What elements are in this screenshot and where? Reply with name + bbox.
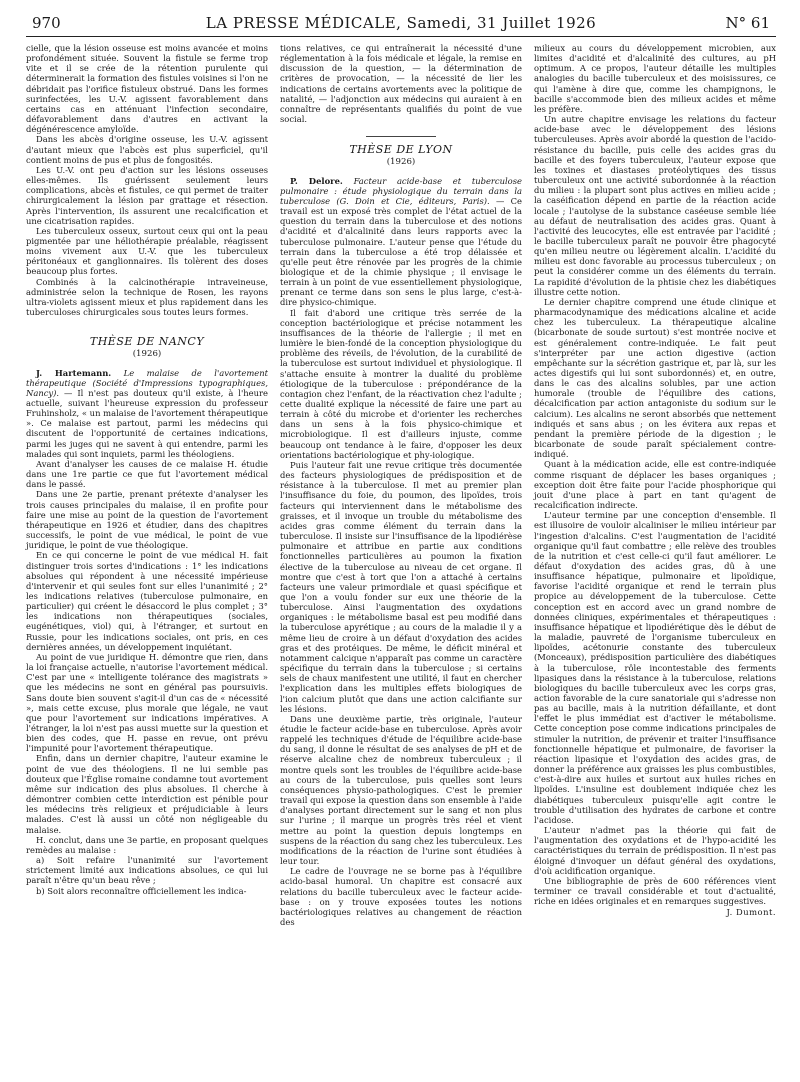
paragraph: H. conclut, dans une 3e partie, en proposant quelques remèdes au malaise :: [26, 834, 268, 855]
column-2: [280, 43, 522, 927]
paragraph: Avant d'analyser les causes de ce malaise H. étudie dans une 1re partie ce que fut l'avortement médical dans le passé.: [26, 458, 268, 490]
page-header: [26, 14, 776, 37]
review-text: — Ce travail est un exposé très complet de l'état actuel de la question du terrain dans la tuberculose et des notions d'acidité et d'alcalinité dans leurs rapports avec la tuberculose pulmonaire. L'auteur pense que l'étude du terrain dans la tuberculose a été trop délaissée et qu'elle peut être rénovée par les progrès de la chimie biologique et de la chimie physique ; il envisage le terrain à un point de vue essentiellement physiologique, prenant ce terme dans son sens le plus large, c'est-à-dire physico-chimique.: [280, 195, 522, 308]
paragraph: b) Soit alors reconnaître officiellement les indica-: [36, 885, 247, 896]
review-title: Facteur acide-base et tuberculose pulmonaire : étude physiologique du terrain dans la tuberculose: [280, 175, 522, 206]
paragraph: a) Soit refaire l'unanimité sur l'avortement strictement limité aux indications absolues, ce qui lui paraît n'être qu'un beau rêve ;: [26, 855, 268, 886]
section-year: (1926): [132, 349, 162, 360]
paragraph: En ce qui concerne le point de vue médical H. fait distinguer trois sortes d'indications : 1° les indications absolues qui répondent à une nécessité impérieuse d'intervenir et qui seules font sur elles l'unanimité ; 2° les indications relatives (tuberculose pulmonaire, en particulier) qui créent le désaccord le plus complet ; 3° les indications non thérapeutiques (sociales, eugénétiques, viol) qui, à l'étranger, et surtout en Russie, pour les indications sociales, ont pris, en ces dernières années, un développement inquiétant.: [26, 550, 268, 652]
paragraph: Une bibliographie de près de 600 références vient terminer ce travail considérable et tout d'actualité, riche en idées originales et en remarques suggestives.: [534, 875, 776, 907]
paragraph: Combinés à la calcinothérapie intraveineuse, administrée selon la technique de Rosen, les rayons ultra-violets agissent mieux et plus rapidement dans les tuberculoses chirurgicales sous toutes leurs formes.: [26, 276, 268, 318]
section-rule: [366, 136, 436, 137]
column-3: [534, 43, 776, 927]
section-year: (1926): [386, 157, 416, 168]
reviewer-signature: J. Dumont.: [726, 907, 776, 918]
paragraph: milieux au cours du développement microbien, aux limites d'acidité et d'alcalinité des cultures, au pH optimum. A ce propos, l'auteur détaille les multiples analogies du bacille tuberculeux et des moisissures, ce qui l'amène à dire que, comme les champignons, le bacille s'accommode bien des milieux acides et même les préfère.: [534, 43, 776, 114]
paragraph: tions relatives, ce qui entraînerait la nécessité d'une réglementation à la fois médicale et légale, la remise en discussion de la question, — la détermination de critères de provocation, — la nécessité de lier les indications de certains avortements avec la politique de natalité, — l'adjonction aux médecins qui auraient à en connaître de représentants qualifiés du point de vue social.: [280, 43, 522, 125]
review-text: — Il n'est pas douteux qu'il existe, à l'heure actuelle, suivant l'heureuse expression du professeur Fruhinsholz, « un malaise de l'avortement thérapeutique ». Ce malaise est partout, parmi les médecins qui discutent de l'opportunité de certaines indications, parmi les juges qui ne savent à qui entendre, parmi les malades qui sont inquiets, parmi les théologiens.: [26, 387, 268, 459]
paragraph: Au point de vue juridique H. démontre que rien, dans la loi française actuelle, n'autorise l'avortement médical. C'est par une « intelligente tolérance des magistrats » que les médecins ne sont en général pas poursuivis. Sans doute bien souvent s'agit-il d'un cas de « nécessité », mais cette excuse, plus morale que légale, ne vaut que pour l'avortement sur indications impératives. A l'étranger, la loi n'est pas aussi muette sur la question et bien des codes, que H. passe en revue, ont prévu l'impunité pour l'avortement thérapeutique.: [26, 651, 268, 754]
paragraph: cielle, que la lésion osseuse est moins avancée et moins profondément située. Souvent la fistule se ferme trop vite et il se crée de la rétention purulente qui déterminerait la formation des fistules voisines si l'on ne débridait pas l'orifice fistuleux obstrué. Dans les formes surinfectées, les U.-V. agissent favorablement dans certains cas en atténuant l'infection secondaire, défavorablement dans d'autres en activant la dégénérescence amyloïde.: [26, 43, 268, 135]
review-intro: [26, 368, 268, 459]
paragraph: Dans une deuxième partie, très originale, l'auteur étudie le facteur acide-base en tuberculose. Après avoir rappelé les techniques d'étude de l'équilibre acide-base du sang, il donne le résultat de ses analyses de pH et de réserve alcaline chez de nombreux tuberculeux ; il montre quels sont les troubles de l'équilibre acide-base au cours de la tuberculose, puis quelles sont leurs conséquences physio-pathologiques. C'est le premier travail qui expose la question dans son ensemble à l'aide d'analyses portant directement sur le sang et non plus sur l'urine ; il marque un progrès très réel et vient mettre au point la question depuis longtemps en suspens de la réaction du sang chez les tuberculeux. Les modifications de la réaction de l'urine sont étudiées à leur tour.: [280, 713, 522, 867]
text-columns: [26, 43, 776, 927]
paragraph: Dans une 2e partie, prenant prétexte d'analyser les trois causes principales du malaise, il en profite pour faire une mise au point de la question de l'avortement thérapeutique en 1926 et étudier, dans des chapitres successifs, le point de vue médical, le point de vue juridique, le point de vue théologique.: [26, 489, 268, 551]
running-title: LA PRESSE MÉDICALE, Samedi, 31 Juillet 1926: [205, 14, 597, 32]
review-intro: [280, 176, 522, 308]
review-author: J. Hartemann.: [36, 367, 112, 378]
paragraph: Les tuberculeux osseux, surtout ceux qui ont la peau pigmentée par une héliothérapie préalable, réagissent moins vivement aux U.-V. que les tuberculeux péritonéaux et ganglionnaires. Ils tolèrent des doses beaucoup plus fortes.: [26, 225, 268, 277]
paragraph: Il fait d'abord une critique très serrée de la conception bactériologique et précise notamment les insuffisances de la théorie de l'allergie ; il met en lumière le bien-fondé de la conception physiologique du problème des réveils, de l'évolution, de la curabilité de la tuberculose est surtout individuel et physiologique. Il s'attache ensuite à montrer la dualité du problème étiologique de la tuberculose : prépondérance de la contagion chez l'enfant, de la réactivation chez l'adulte ; cette dualité explique la nécessité de faire une part au terrain à côté du microbe et d'orienter les recherches dans un sens à la fois physico-chimique et microbiologique. Il est d'ailleurs injuste, comme beaucoup ont tendance à le faire, d'opposer les deux orientations bactériologique et phy-iologique.: [280, 307, 522, 460]
review-title: Le malaise de l'avortement thérapeutique: [26, 367, 268, 388]
review-publisher: (G. Doin et Cie, éditeurs, Paris).: [336, 195, 490, 206]
review-publisher: (Société d'Impressions typographiques, Nancy).: [26, 377, 268, 398]
paragraph: Puis l'auteur fait une revue critique très documentée des facteurs physiologiques de prédisposition et de résistance à la tuberculose. Il met au premier plan l'insuffisance du foie, du poumon, des lipoïdes, trois facteurs qui interviennent dans le métabolisme des graisses, et il invoque un trouble du métabolisme des acides gras comme élément du terrain dans la tuberculose. Il insiste sur l'insuffisance de la lipodiérèse pulmonaire et attribue en partie aux conditions fonctionnelles particulières au poumon la fixation élective de la tuberculose au niveau de cet organe. Il montre que c'est à tort que l'on a attaché à certains facteurs une valeur primordiale et quasi spécifique et que l'on a voulu fonder sur eux une théorie de la tuberculose. Ainsi l'augmentation des oxydations organiques : le métabolisme basal est peu modifié dans la tuberculose apyrétique ; au cours de la maladie il y a même lieu de croire à un défaut d'oxydation des acides gras et des protéiques. De même, le déficit minéral et notamment calcique n'apparaît pas comme un caractère spécifique du terrain dans la tuberculose ; si certains sels de chaux manifestent une utilité, il faut en chercher l'explication dans les multiples effets biologiques de l'ion calcium plutôt que dans une action calcifiante sur les lésions.: [280, 459, 522, 714]
paragraph: Les U.-V. ont peu d'action sur les lésions osseuses elles-mêmes. Ils guérissent seulement leurs complications, abcès et fistules, ce qui permet de traiter chirurgicalement la lésion par grattage et résection. Après l'intervention, ils assurent une recalcification et une cicatrisation rapides.: [26, 164, 268, 226]
paragraph: Dans les abcès d'origine osseuse, les U.-V. agissent d'autant mieux que l'abcès est plus superficiel, qu'il contient moins de pus et plus de fongosités.: [26, 134, 268, 165]
paragraph: Un autre chapitre envisage les relations du facteur acide-base avec le développement des lésions tuberculeuses. Après avoir abordé la question de l'acido-résistance du bacille, puis celle des acides gras du bacille et des foyers tuberculeux, l'auteur expose que les toxines et diastases protéolytiques des tissus tuberculeux ont une activité subordonnée à la réaction du milieu : la plupart sont plus actives en milieu acide ; la caséification dépend en partie de la réaction acide locale ; l'autolyse de la substance caséeuse semble liée au défaut de neutralisation des acides gras. Quant à l'activité des leucocytes, elle est entravée par l'acidité ; le bacille tuberculeux paraît ne pouvoir être phagocyté qu'en milieu neutre ou légèrement alcalin. L'acidité du milieu est donc favorable au processus tuberculeux ; on peut la considérer comme un des éléments du terrain. La rapidité d'évolution de la phtisie chez les diabétiques illustre cette notion.: [534, 114, 776, 297]
page-number: 970: [32, 14, 61, 32]
paragraph: L'auteur n'admet pas la théorie qui fait de l'augmentation des oxydations et de l'hypo-acidité les caractéristiques du terrain de prédisposition. Il n'est pas éloigné d'invoquer un défaut général des oxydations, d'où acidification organique.: [534, 825, 776, 876]
section-title-nancy: THÈSE DE NANCY: [89, 335, 205, 349]
review-author: P. Delore.: [290, 175, 343, 186]
paragraph: Le dernier chapitre comprend une étude clinique et pharmacodynamique des médications alcaline et acide chez les tuberculeux. La thérapeutique alcaline (bicarbonate de soude surtout) s'est montrée nocive et est généralement contre-indiquée. Le fait peut s'interpréter par une action digestive (action empêchante sur la sécrétion gastrique et, par là, sur les actes digestifs qui lui sont subordonnés) et, en outre, dans le cas des alcalins solubles, par une action humorale (trouble de l'équilibre des cations, décalcification par action antagoniste du sodium sur le calcium). Les alcalins ne seront absorbés que nettement indiqués et sans abus ; on les évitera aux repas et pendant la première période de la digestion ; le bicarbonate de soude paraît spécialement contre-indiqué.: [534, 296, 776, 460]
column-1: [26, 43, 268, 927]
paragraph: L'auteur termine par une conception d'ensemble. Il est illusoire de vouloir alcaliniser le milieu intérieur par l'ingestion d'alcalins. C'est l'augmentation de l'acidité organique qu'il faut combattre ; elle relève des troubles de la nutrition et c'est celle-ci qu'il faut améliorer. Le défaut d'oxydation des acides gras, dû à une insuffisance hépatique, pulmonaire et lipoïdique, favorise l'acidité organique et rend le terrain plus propice au développement de la tuberculose. Cette conception est en accord avec un grand nombre de données cliniques, expérimentales et thérapeutiques : insuffisance hépatique et lipodiérétique dès le début de la maladie, pauvreté de l'organisme tuberculeux en lipoïdes, acétonurie constante des tuberculeux (Monceaux), prédisposition particulière des diabétiques à la tuberculose, rôle incontestable des ferments lipasiques dans la résistance à la tuberculose, relations biologiques du bacille tuberculeux avec les corps gras, action favorable de la cure sanatoriale qui s'adresse non pas au bacille, mais à la nutrition défaillante, et dont l'effet le plus immédiat est d'activer le métabolisme. Cette conception pose comme indications principales de stimuler la nutrition, de prévenir et traiter l'insuffisance fonctionnelle hépatique et pulmonaire, de favoriser la réaction lipasique et l'oxydation des acides gras, de donner la préférence aux graisses les plus combustibles, c'est-à-dire aux huiles et surtout aux huiles riches en lipoïdes. L'insuline est doublement indiquée chez les diabétiques tuberculeux puisqu'elle agit contre le trouble d'utilisation des hydrates de carbone et contre l'acidose.: [534, 510, 776, 825]
paragraph: Enfin, dans un dernier chapitre, l'auteur examine le point de vue des théologiens. Il ne lui semble pas douteux que l'Église romaine condamne tout avortement même sur indication des plus absolues. Il cherche à démontrer combien cette interdiction est pénible pour les médecins très religieux et préjudiciable à leurs malades. C'est là aussi un côté non négligeable du malaise.: [26, 753, 268, 835]
paragraph: Quant à la médication acide, elle est contre-indiquée comme risquant de déplacer les bases organiques ; exception doit être faite pour l'acide phosphorique qui jouit d'une place à part en tant qu'agent de recalcification indirecte.: [534, 459, 776, 511]
issue-number: N° 61: [725, 14, 770, 32]
paragraph: Le cadre de l'ouvrage ne se borne pas à l'équilibre acido-basal humoral. Un chapitre est consacré aux relations du bacille tuberculeux avec le facteur acide-base : on y trouve exposées toutes les notions bactériologiques relatives au changement de réaction des: [280, 866, 522, 927]
section-title-lyon: THÈSE DE LYON: [349, 143, 453, 157]
